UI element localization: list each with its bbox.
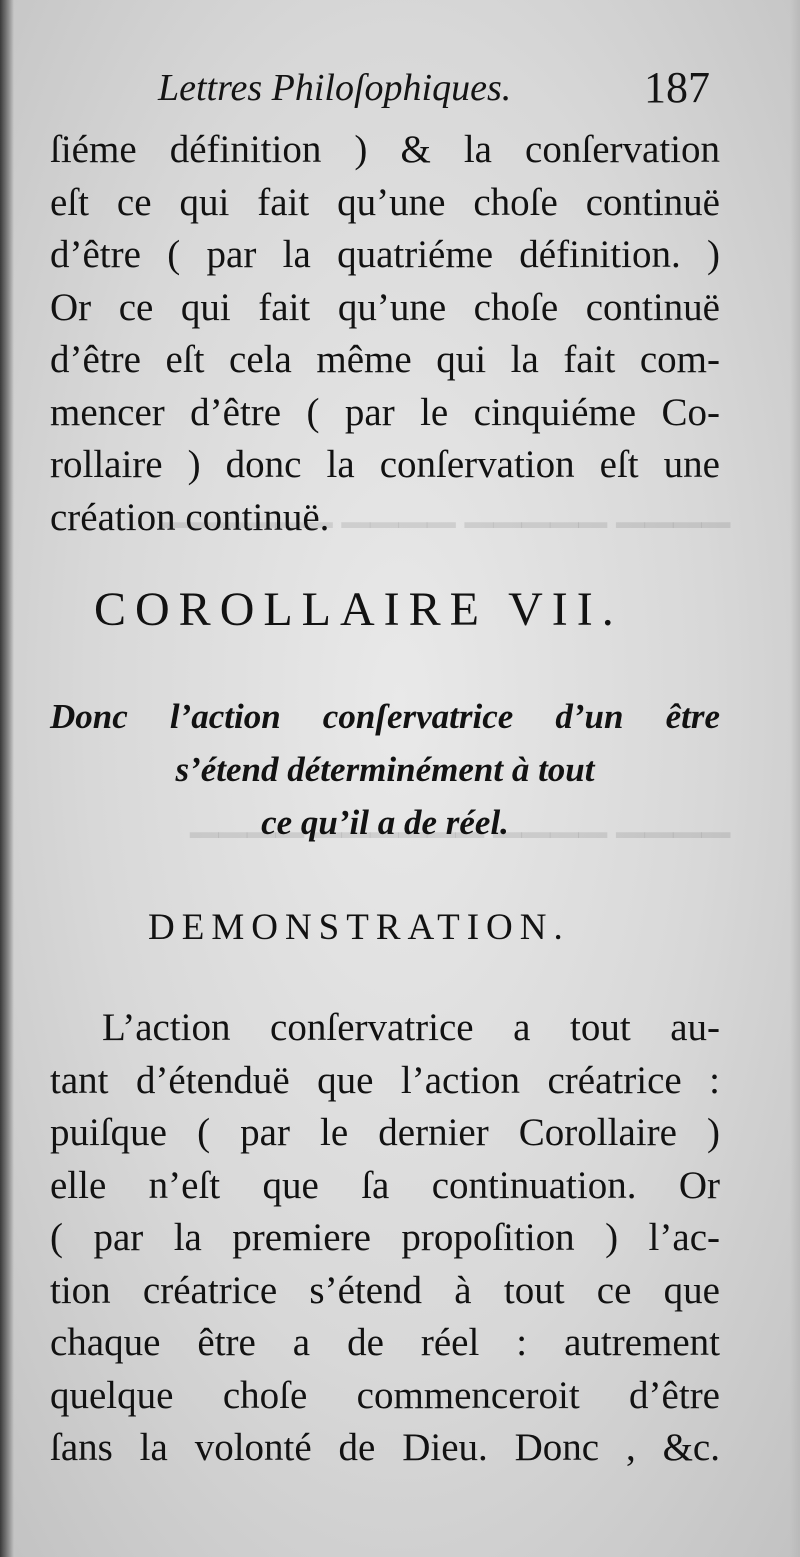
text-line: ( par la premiere propoſition ) l’ac- <box>50 1216 720 1259</box>
text-line: tant d’étenduë que l’action créatrice : <box>50 1058 720 1102</box>
text-line: rollaire ) donc la conſervation eſt une <box>50 443 720 486</box>
text-line: d’être ( par la quatriéme définition. ) <box>50 233 720 276</box>
corollaire-heading: COROLLAIRE VII. <box>94 583 623 636</box>
running-title: Lettres Philoſophiques. <box>158 67 512 109</box>
text-line: quelque choſe commenceroit d’être <box>50 1373 720 1417</box>
text-line: puiſque ( par le dernier Corollaire ) <box>50 1111 720 1154</box>
text-line: chaque être a de réel : autrement <box>50 1321 720 1364</box>
page-number: 187 <box>644 63 710 112</box>
paragraph-bottom <box>50 1002 720 1475</box>
text-line: ſans la volonté de Dieu. Donc , &c. <box>50 1426 720 1469</box>
text-line: Or ce qui fait qu’une choſe continuë <box>50 285 720 329</box>
text-line: création continuë. <box>50 495 330 539</box>
demonstration-heading: DEMONSTRATION. <box>148 907 570 948</box>
show-through-texture: ▔▔▔▔ ▔▔▔▔▔ ▔▔▔▔ ▔▔▔▔▔▔ <box>161 525 730 566</box>
statement-line: Donc l’action conſervatrice d’un être <box>50 697 720 736</box>
corollaire-statement <box>50 690 720 849</box>
text-line: tion créatrice s’étend à tout ce que <box>50 1268 720 1312</box>
statement-line: ce qu’il a de réel. <box>261 803 509 842</box>
text-line: L’action conſervatrice a tout au- <box>102 1006 720 1049</box>
paragraph-top <box>50 124 720 544</box>
statement-line: s’étend déterminément à tout <box>175 750 595 789</box>
text-line: mencer d’être ( par le cinquiéme Co- <box>50 390 720 434</box>
show-through-texture: ▔▔▔▔ ▔▔▔▔ ▔▔▔▔▔▔ ▔▔▔▔ <box>190 835 730 876</box>
text-line: ſiéme définition ) & la conſervation <box>50 128 720 171</box>
text-line: elle n’eſt que ſa continuation. Or <box>50 1163 720 1207</box>
page-header <box>150 58 710 118</box>
text-line: d’être eſt cela même qui la fait com- <box>50 338 720 381</box>
page-binding-shadow <box>0 0 14 1557</box>
page-edge <box>790 0 800 1557</box>
text-line: eſt ce qui fait qu’une choſe continuë <box>50 180 720 224</box>
